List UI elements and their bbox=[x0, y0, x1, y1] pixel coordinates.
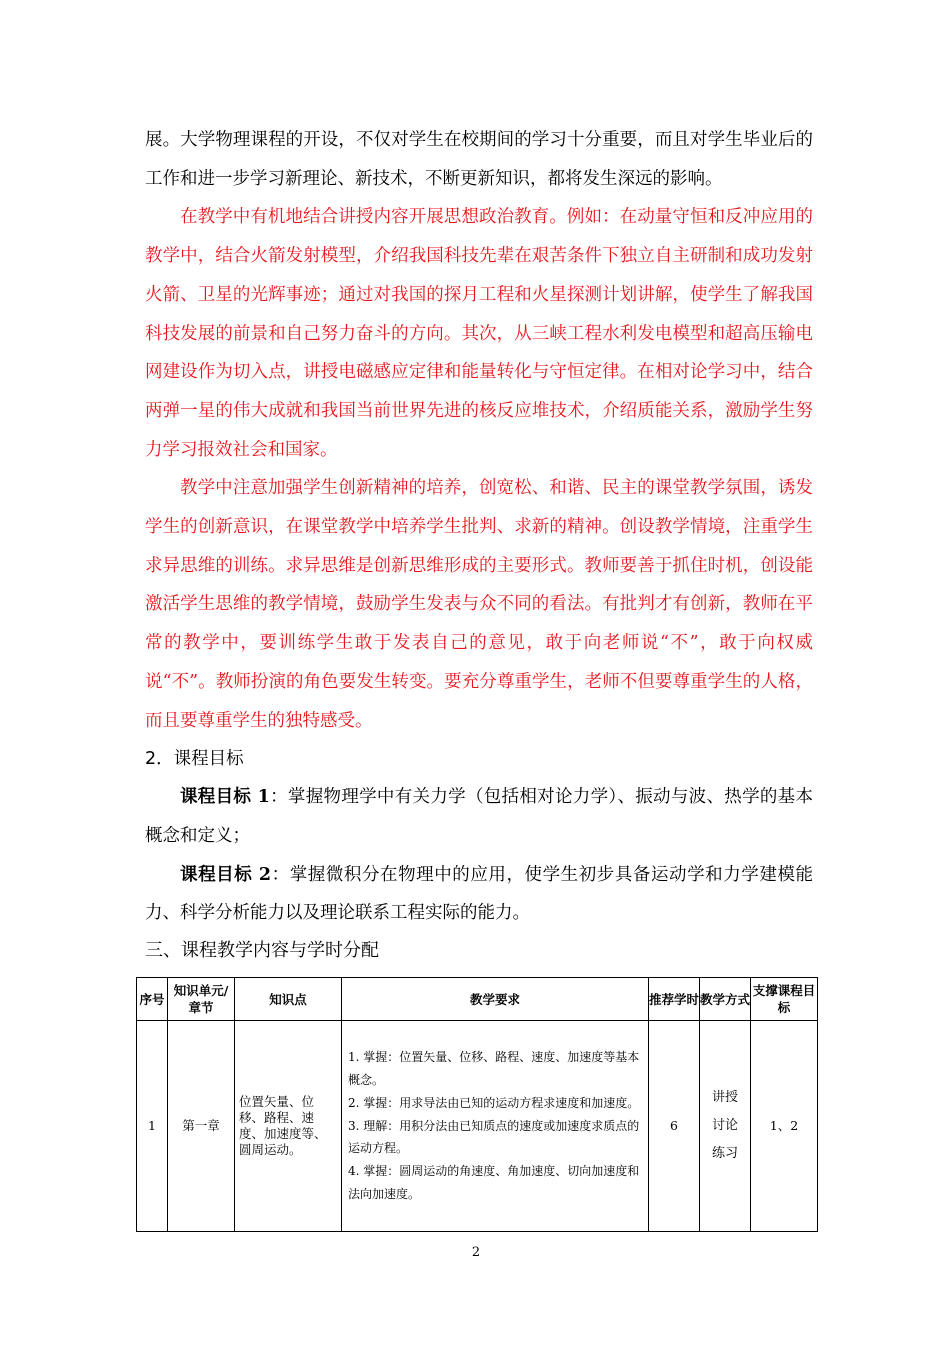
cell-knowledge-points: 位置矢量、位移、路程、速度、加速度等、圆周运动。 bbox=[235, 1021, 342, 1232]
method-item: 练习 bbox=[711, 1146, 738, 1161]
paragraph-ideological-education: 在教学中有机地结合讲授内容开展思想政治教育。例如：在动量守恒和反冲应用的教学中，结合火箭发射模型，介绍我国科技先辈在艰苦条件下独立自主研制和成功发射火箭、卫星的光辉事迹；通过对我国的探月工程和火星探测计划讲解，使学生了解我国科技发展的前景和自己努力奋斗的方向。其次，从三峡工程水利发电模型和超高压输电网建设作为切入点，讲授电磁感应定律和能量转化与守恒定律。在相对论学习中，结合两弹一星的伟大成就和我国当前世界先进的核反应堆技术，介绍质能关系，激励学生努力学习报效社会和国家。 bbox=[145, 207, 813, 460]
table-row bbox=[137, 1021, 818, 1232]
header-seq: 序号 bbox=[137, 978, 168, 1021]
cell-seq: 1 bbox=[137, 1021, 168, 1232]
header-goals: 支撑课程目标 bbox=[751, 978, 818, 1021]
header-knowledge-points: 知识点 bbox=[235, 978, 342, 1021]
cell-requirements bbox=[342, 1021, 649, 1232]
cell-goals: 1、2 bbox=[751, 1021, 818, 1232]
course-goal-1 bbox=[145, 778, 813, 855]
requirement-item: 2. 掌握：用求导法由已知的运动方程求速度和加速度。 bbox=[348, 1095, 640, 1110]
course-goal-1-label: 课程目标 1 bbox=[180, 787, 270, 808]
paragraph-innovation: 教学中注意加强学生创新精神的培养，创宽松、和谐、民主的课堂教学氛围，诱发学生的创新意识，在课堂教学中培养学生批判、求新的精神。创设教学情境，注重学生求异思维的训练。求异思维是创新思维形成的主要形式。教师要善于抓住时机，创设能激活学生思维的教学情境，鼓励学生发表与众不同的看法。有批判才有创新，教师在平常的教学中，要训练学生敢于发表自己的意见，敢于向老师说“不”，敢于向权威说“不”。教师扮演的角色要发生转变。要充分尊重学生，老师不但要尊重学生的人格，而且要尊重学生的独特感受。 bbox=[145, 478, 813, 731]
requirement-item: 1. 掌握：位置矢量、位移、路程、速度、加速度等基本概念。 bbox=[348, 1050, 640, 1087]
course-content-table bbox=[136, 977, 818, 1232]
paragraph-intro-continued: 展。大学物理课程的开设，不仅对学生在校期间的学习十分重要，而且对学生毕业后的工作和进一步学习新理论、新技术，不断更新知识，都将发生深远的影响。 bbox=[145, 130, 813, 189]
requirement-item: 4. 掌握：圆周运动的角速度、角加速度、切向加速度和法向加速度。 bbox=[348, 1164, 640, 1201]
cell-unit: 第一章 bbox=[168, 1021, 235, 1232]
course-goal-2-text: ：掌握微积分在物理中的应用，使学生初步具备运动学和力学建模能力、科学分析能力以及理论联系工程实际的能力。 bbox=[145, 864, 813, 924]
header-method: 教学方式 bbox=[700, 978, 751, 1021]
page-content bbox=[145, 121, 813, 969]
method-item: 讲授 bbox=[711, 1090, 738, 1105]
cell-hours: 6 bbox=[649, 1021, 700, 1232]
header-hours: 推荐学时 bbox=[649, 978, 700, 1021]
cell-method bbox=[700, 1021, 751, 1232]
section-heading-course-goals: 2．课程目标 bbox=[145, 749, 244, 770]
header-requirements: 教学要求 bbox=[342, 978, 649, 1021]
table-header-row bbox=[137, 978, 818, 1021]
course-goal-2 bbox=[145, 856, 813, 933]
section-heading-content-hours: 三、课程教学内容与学时分配 bbox=[145, 940, 379, 962]
course-goal-1-text: ：掌握物理学中有关力学（包括相对论力学）、振动与波、热学的基本概念和定义； bbox=[145, 787, 813, 846]
method-item: 讨论 bbox=[711, 1118, 738, 1133]
header-unit: 知识单元/章节 bbox=[168, 978, 235, 1021]
requirement-item: 3. 理解：用积分法由已知质点的速度或加速度求质点的运动方程。 bbox=[348, 1118, 640, 1156]
course-goal-2-label: 课程目标 2 bbox=[180, 864, 272, 885]
page-number: 2 bbox=[471, 1245, 481, 1260]
